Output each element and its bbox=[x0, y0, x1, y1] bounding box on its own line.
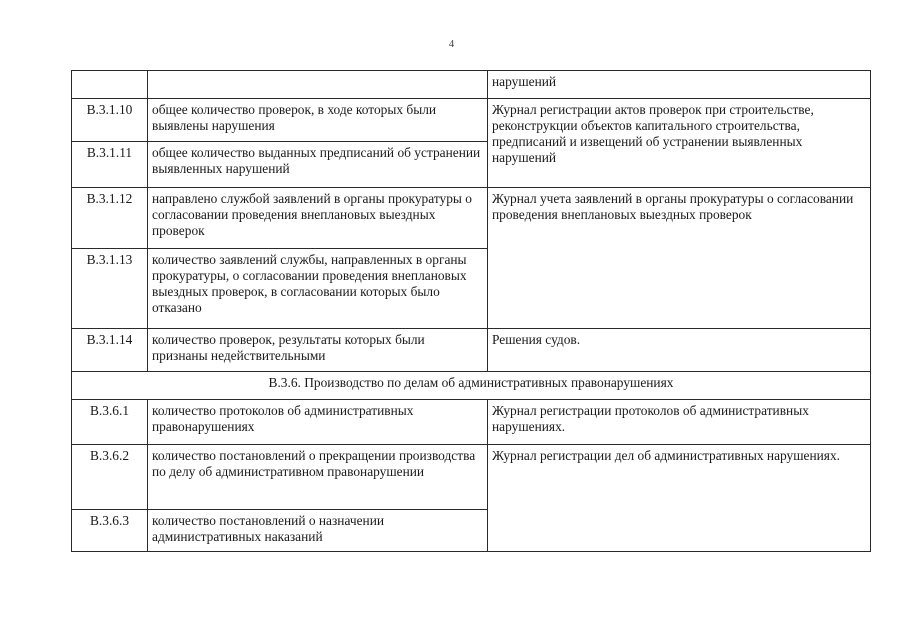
source-cell: Журнал регистрации протоколов об административных нарушениях. bbox=[488, 400, 871, 445]
code-cell: В.3.1.12 bbox=[72, 188, 148, 249]
source-cell: Журнал регистрации актов проверок при строительстве, реконструкции объектов капитального строительства, предписаний и извещений об устранении выявленных нарушений bbox=[488, 99, 871, 188]
indicator-cell: количество постановлений о прекращении производства по делу об административном правонарушении bbox=[148, 445, 488, 510]
table-row bbox=[72, 99, 871, 142]
page-number: 4 bbox=[448, 38, 455, 50]
indicator-cell: направлено службой заявлений в органы прокуратуры о согласовании проведения внеплановых выездных проверок bbox=[148, 188, 488, 249]
source-cell: Решения судов. bbox=[488, 329, 871, 372]
section-row bbox=[72, 372, 871, 400]
table-row bbox=[72, 445, 871, 510]
code-cell: В.3.1.13 bbox=[72, 249, 148, 329]
table-row bbox=[72, 329, 871, 372]
indicators-table bbox=[71, 70, 871, 552]
code-cell: В.3.6.1 bbox=[72, 400, 148, 445]
table-row bbox=[72, 400, 871, 445]
table-row bbox=[72, 188, 871, 249]
source-cell: Журнал регистрации дел об административных нарушениях. bbox=[488, 445, 871, 552]
indicator-cell: общее количество проверок, в ходе которых были выявлены нарушения bbox=[148, 99, 488, 142]
indicator-cell: количество постановлений о назначении административных наказаний bbox=[148, 510, 488, 552]
table-row bbox=[72, 71, 871, 99]
code-cell: В.3.1.11 bbox=[72, 142, 148, 188]
indicator-cell: количество проверок, результаты которых были признаны недействительными bbox=[148, 329, 488, 372]
code-cell: В.3.6.2 bbox=[72, 445, 148, 510]
code-cell: В.3.6.3 bbox=[72, 510, 148, 552]
source-cell: Журнал учета заявлений в органы прокуратуры о согласовании проведения внеплановых выездных проверок bbox=[488, 188, 871, 329]
code-cell: В.3.1.10 bbox=[72, 99, 148, 142]
source-cell: нарушений bbox=[488, 71, 871, 99]
code-cell: В.3.1.14 bbox=[72, 329, 148, 372]
indicator-cell: количество протоколов об административных правонарушениях bbox=[148, 400, 488, 445]
code-cell bbox=[72, 71, 148, 99]
indicator-cell bbox=[148, 71, 488, 99]
indicator-cell: общее количество выданных предписаний об устранении выявленных нарушений bbox=[148, 142, 488, 188]
indicator-cell: количество заявлений службы, направленных в органы прокуратуры, о согласовании проведения внеплановых выездных проверок, в согласовании которых было отказано bbox=[148, 249, 488, 329]
section-title: В.3.6. Производство по делам об административных правонарушениях bbox=[72, 372, 871, 400]
